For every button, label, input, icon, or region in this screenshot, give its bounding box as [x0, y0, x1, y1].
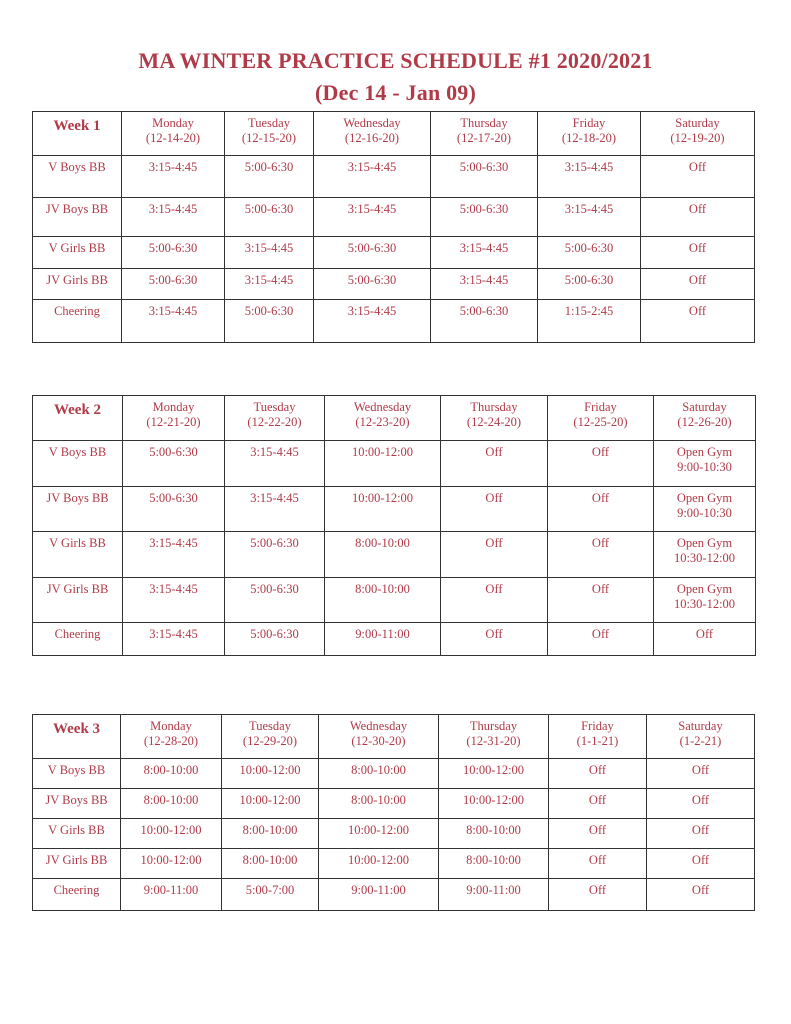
day-header — [538, 112, 641, 156]
table-row — [33, 623, 756, 656]
practice-time-cell: 3:15-4:45 — [431, 237, 538, 269]
day-date: (12-23-20) — [355, 415, 410, 429]
practice-time-cell: 3:15-4:45 — [225, 269, 314, 300]
table-row — [33, 578, 756, 623]
practice-time-cell: 3:15-4:45 — [225, 487, 325, 532]
table-row — [33, 237, 755, 269]
table-row — [33, 269, 755, 300]
day-name: Wednesday — [349, 719, 408, 733]
practice-time-cell: 9:00-11:00 — [325, 623, 441, 656]
practice-time-cell: 9:00-11:00 — [319, 879, 439, 911]
practice-time-cell: 8:00-10:00 — [439, 819, 549, 849]
day-date: (12-24-20) — [466, 415, 522, 429]
practice-time-cell: 5:00-6:30 — [314, 237, 431, 269]
table-row — [33, 759, 755, 789]
practice-time-cell: 3:15-4:45 — [123, 578, 225, 623]
practice-time-cell: 5:00-6:30 — [431, 198, 538, 237]
practice-time-cell: 5:00-6:30 — [225, 300, 314, 343]
team-name: Cheering — [33, 623, 123, 656]
practice-time-cell: 10:00-12:00 — [325, 441, 441, 487]
day-date: (12-26-20) — [677, 415, 732, 429]
table-row — [33, 819, 755, 849]
table-row — [33, 300, 755, 343]
week-label: Week 1 — [33, 112, 122, 156]
practice-time-cell: Off — [549, 819, 647, 849]
practice-time-cell: Off — [548, 623, 654, 656]
practice-time-cell: 8:00-10:00 — [319, 759, 439, 789]
header-row — [33, 396, 756, 441]
day-header — [325, 396, 441, 441]
practice-time-cell: 3:15-4:45 — [538, 156, 641, 198]
day-date: (12-15-20) — [241, 131, 297, 145]
practice-time-cell: Off — [549, 789, 647, 819]
team-name: JV Girls BB — [33, 849, 121, 879]
table-row — [33, 532, 756, 578]
day-date: (12-30-20) — [351, 734, 406, 748]
team-name: V Girls BB — [33, 532, 123, 578]
practice-time-cell: 1:15-2:45 — [538, 300, 641, 343]
table-row — [33, 879, 755, 911]
practice-time-cell: 5:00-6:30 — [123, 441, 225, 487]
team-name: JV Boys BB — [33, 198, 122, 237]
day-date: (1-1-21) — [576, 734, 619, 748]
practice-time-cell: Open Gym 9:00-10:30 — [654, 441, 756, 487]
practice-time-cell: 3:15-4:45 — [225, 237, 314, 269]
practice-time-cell: 3:15-4:45 — [314, 198, 431, 237]
practice-time-cell: Off — [441, 532, 548, 578]
day-name: Friday — [572, 116, 606, 130]
practice-time-cell: 8:00-10:00 — [222, 849, 319, 879]
practice-time-cell: Off — [647, 849, 755, 879]
header-row — [33, 112, 755, 156]
practice-time-cell: Open Gym 10:30-12:00 — [654, 578, 756, 623]
practice-time-cell: 10:00-12:00 — [121, 849, 222, 879]
team-name: Cheering — [33, 300, 122, 343]
practice-time-cell: Off — [647, 789, 755, 819]
day-name: Saturday — [678, 719, 723, 733]
practice-time-cell: 3:15-4:45 — [123, 532, 225, 578]
day-name: Tuesday — [253, 400, 296, 414]
team-name: JV Girls BB — [33, 269, 122, 300]
day-header — [122, 112, 225, 156]
table-row — [33, 487, 756, 532]
practice-time-cell: 8:00-10:00 — [325, 532, 441, 578]
practice-time-cell: 3:15-4:45 — [122, 156, 225, 198]
day-date: (12-18-20) — [561, 131, 617, 145]
practice-time-cell: 3:15-4:45 — [225, 441, 325, 487]
team-name: V Boys BB — [33, 441, 123, 487]
practice-time-cell: 3:15-4:45 — [314, 300, 431, 343]
day-header — [123, 396, 225, 441]
practice-time-cell: Open Gym 9:00-10:30 — [654, 487, 756, 532]
practice-time-cell: 5:00-6:30 — [431, 156, 538, 198]
team-name: Cheering — [33, 879, 121, 911]
practice-time-cell: 5:00-6:30 — [538, 237, 641, 269]
day-name: Tuesday — [249, 719, 291, 733]
day-name: Wednesday — [353, 400, 412, 414]
practice-time-cell: Off — [549, 849, 647, 879]
practice-time-cell: 8:00-10:00 — [319, 789, 439, 819]
practice-time-cell: 10:00-12:00 — [325, 487, 441, 532]
practice-time-cell: 10:00-12:00 — [222, 759, 319, 789]
practice-time-cell: 5:00-6:30 — [538, 269, 641, 300]
day-name: Friday — [584, 400, 617, 414]
day-header — [641, 112, 755, 156]
practice-time-cell: 5:00-6:30 — [225, 198, 314, 237]
day-header — [441, 396, 548, 441]
practice-time-cell: 9:00-11:00 — [121, 879, 222, 911]
day-header — [225, 396, 325, 441]
day-date: (12-22-20) — [247, 415, 302, 429]
day-name: Thursday — [469, 719, 518, 733]
team-name: V Boys BB — [33, 759, 121, 789]
practice-time-cell: Off — [641, 300, 755, 343]
practice-time-cell: 8:00-10:00 — [439, 849, 549, 879]
day-name: Saturday — [675, 116, 720, 130]
table-row — [33, 789, 755, 819]
day-name: Friday — [581, 719, 614, 733]
day-header — [439, 715, 549, 759]
day-header — [647, 715, 755, 759]
day-name: Wednesday — [343, 116, 401, 130]
practice-time-cell: 10:00-12:00 — [222, 789, 319, 819]
day-name: Monday — [152, 400, 195, 414]
practice-time-cell: 8:00-10:00 — [121, 759, 222, 789]
team-name: JV Boys BB — [33, 487, 123, 532]
day-header — [548, 396, 654, 441]
day-header — [654, 396, 756, 441]
practice-time-cell: Off — [647, 879, 755, 911]
day-date: (1-2-21) — [679, 734, 722, 748]
practice-time-cell: 3:15-4:45 — [314, 156, 431, 198]
practice-time-cell: 8:00-10:00 — [222, 819, 319, 849]
day-date: (12-28-20) — [143, 734, 199, 748]
day-header — [549, 715, 647, 759]
practice-time-cell: 3:15-4:45 — [122, 198, 225, 237]
practice-time-cell: Off — [548, 487, 654, 532]
practice-time-cell: Off — [641, 269, 755, 300]
table-row — [33, 198, 755, 237]
day-name: Thursday — [470, 400, 518, 414]
team-name: JV Girls BB — [33, 578, 123, 623]
practice-time-cell: 5:00-6:30 — [225, 578, 325, 623]
practice-time-cell: 8:00-10:00 — [325, 578, 441, 623]
table-row — [33, 156, 755, 198]
practice-time-cell: Off — [441, 441, 548, 487]
practice-time-cell: Off — [548, 441, 654, 487]
day-header — [431, 112, 538, 156]
practice-time-cell: 5:00-6:30 — [122, 269, 225, 300]
week-2-schedule-table — [32, 395, 756, 656]
week-3-schedule-table — [32, 714, 755, 911]
practice-time-cell: 5:00-6:30 — [225, 532, 325, 578]
day-name: Monday — [150, 719, 192, 733]
day-date: (12-25-20) — [573, 415, 628, 429]
team-name: V Girls BB — [33, 819, 121, 849]
practice-time-cell: Off — [548, 578, 654, 623]
practice-time-cell: 5:00-6:30 — [225, 156, 314, 198]
page-subtitle-date-range: (Dec 14 - Jan 09) — [314, 80, 477, 105]
practice-time-cell: 3:15-4:45 — [538, 198, 641, 237]
practice-time-cell: Off — [654, 623, 756, 656]
practice-time-cell: 10:00-12:00 — [439, 789, 549, 819]
week-label: Week 3 — [33, 715, 121, 759]
practice-time-cell: Off — [549, 879, 647, 911]
day-header — [319, 715, 439, 759]
practice-time-cell: 10:00-12:00 — [121, 819, 222, 849]
day-name: Saturday — [682, 400, 727, 414]
practice-time-cell: 3:15-4:45 — [431, 269, 538, 300]
day-header — [121, 715, 222, 759]
practice-time-cell: 8:00-10:00 — [121, 789, 222, 819]
day-header — [222, 715, 319, 759]
day-date: (12-17-20) — [456, 131, 512, 145]
day-date: (12-21-20) — [146, 415, 201, 429]
practice-time-cell: Off — [647, 759, 755, 789]
team-name: V Girls BB — [33, 237, 122, 269]
table-row — [33, 441, 756, 487]
practice-time-cell: 5:00-7:00 — [222, 879, 319, 911]
practice-time-cell: Off — [641, 156, 755, 198]
team-name: V Boys BB — [33, 156, 122, 198]
day-name: Monday — [152, 116, 194, 130]
practice-time-cell: 10:00-12:00 — [319, 849, 439, 879]
practice-time-cell: 9:00-11:00 — [439, 879, 549, 911]
practice-time-cell: Off — [641, 198, 755, 237]
practice-time-cell: 10:00-12:00 — [439, 759, 549, 789]
day-header — [225, 112, 314, 156]
day-header — [314, 112, 431, 156]
practice-time-cell: 5:00-6:30 — [225, 623, 325, 656]
header-row — [33, 715, 755, 759]
day-date: (12-19-20) — [670, 131, 725, 145]
practice-time-cell: Off — [647, 819, 755, 849]
table-row — [33, 849, 755, 879]
page-title: MA WINTER PRACTICE SCHEDULE #1 2020/2021 — [138, 48, 653, 73]
practice-time-cell: 10:00-12:00 — [319, 819, 439, 849]
practice-time-cell: Off — [641, 237, 755, 269]
practice-time-cell: Off — [549, 759, 647, 789]
practice-time-cell: 5:00-6:30 — [431, 300, 538, 343]
day-date: (12-16-20) — [344, 131, 400, 145]
practice-time-cell: 3:15-4:45 — [122, 300, 225, 343]
day-date: (12-31-20) — [466, 734, 521, 748]
week-1-schedule-table — [32, 111, 755, 343]
practice-time-cell: 5:00-6:30 — [314, 269, 431, 300]
week-label: Week 2 — [33, 396, 123, 441]
day-name: Thursday — [460, 116, 508, 130]
practice-time-cell: Off — [441, 578, 548, 623]
practice-time-cell: Off — [548, 532, 654, 578]
team-name: JV Boys BB — [33, 789, 121, 819]
practice-time-cell: 5:00-6:30 — [123, 487, 225, 532]
day-date: (12-29-20) — [242, 734, 298, 748]
practice-time-cell: Off — [441, 487, 548, 532]
practice-time-cell: 3:15-4:45 — [123, 623, 225, 656]
day-date: (12-14-20) — [145, 131, 201, 145]
practice-time-cell: 5:00-6:30 — [122, 237, 225, 269]
practice-time-cell: Open Gym 10:30-12:00 — [654, 532, 756, 578]
day-name: Tuesday — [248, 116, 290, 130]
practice-time-cell: Off — [441, 623, 548, 656]
